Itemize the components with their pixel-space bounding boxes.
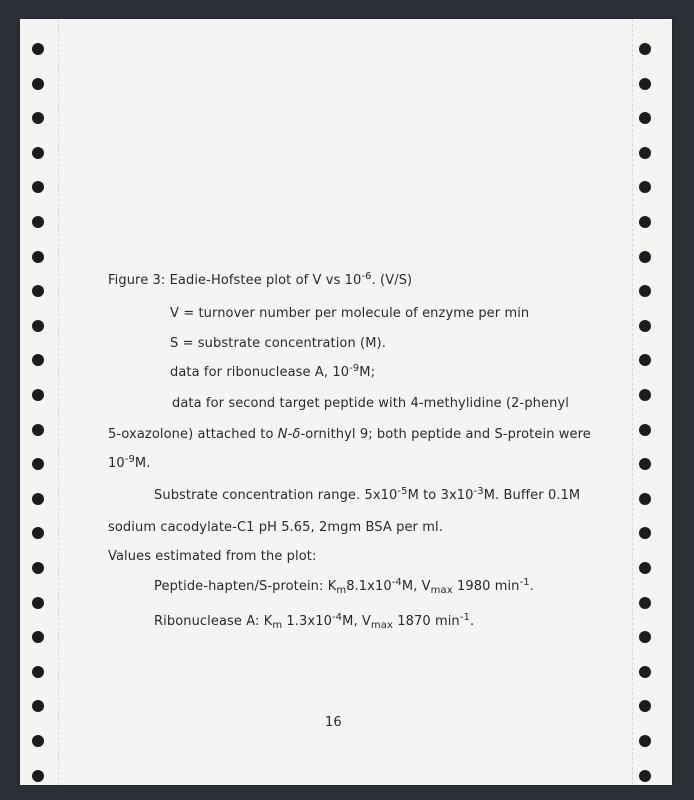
- data-peptide-line-1: data for second target peptide with 4-methylidine (2-phenyl: [172, 396, 569, 411]
- peptide-values-line: Peptide-hapten/S-protein: $K_m8.1x10^{-4}M$, $V_{max}$ 1980 $\min^{-1}$.: [154, 577, 534, 596]
- data-peptide-line-3: $10^{-9}M$.: [108, 454, 151, 471]
- paper-sheet: [20, 19, 672, 785]
- data-ribonuclease-line: data for ribonuclease A, $10^{-9}M$;: [170, 363, 376, 380]
- ribonuclease-values-line: Ribonuclease A: $K_m$ $1.3x10^{-4}M$, $V_{max}$ 1870 $\min^{-1}$.: [154, 612, 475, 631]
- values-heading: Values estimated from the plot:: [108, 549, 317, 564]
- page-text: [20, 19, 672, 785]
- figure-caption-title: Figure 3: Eadie-Hofstee plot of V vs $10^{-6}$. (V/S): [108, 271, 413, 288]
- data-peptide-line-2: 5-oxazolone) attached to N-δ-ornithyl 9; both peptide and S-protein were: [108, 427, 591, 442]
- buffer-line: sodium cacodylate-C1 pH 5.65, 2mgm BSA per ml.: [108, 520, 443, 535]
- definition-v: V = turnover number per molecule of enzyme per min: [170, 306, 530, 321]
- substrate-range-line: Substrate concentration range. $5x10^{-5}M$ to $3x10^{-3}M$. Buffer 0.1M: [154, 486, 581, 503]
- definition-s: S = substrate concentration (M).: [170, 336, 386, 351]
- page-number: 16: [325, 715, 342, 730]
